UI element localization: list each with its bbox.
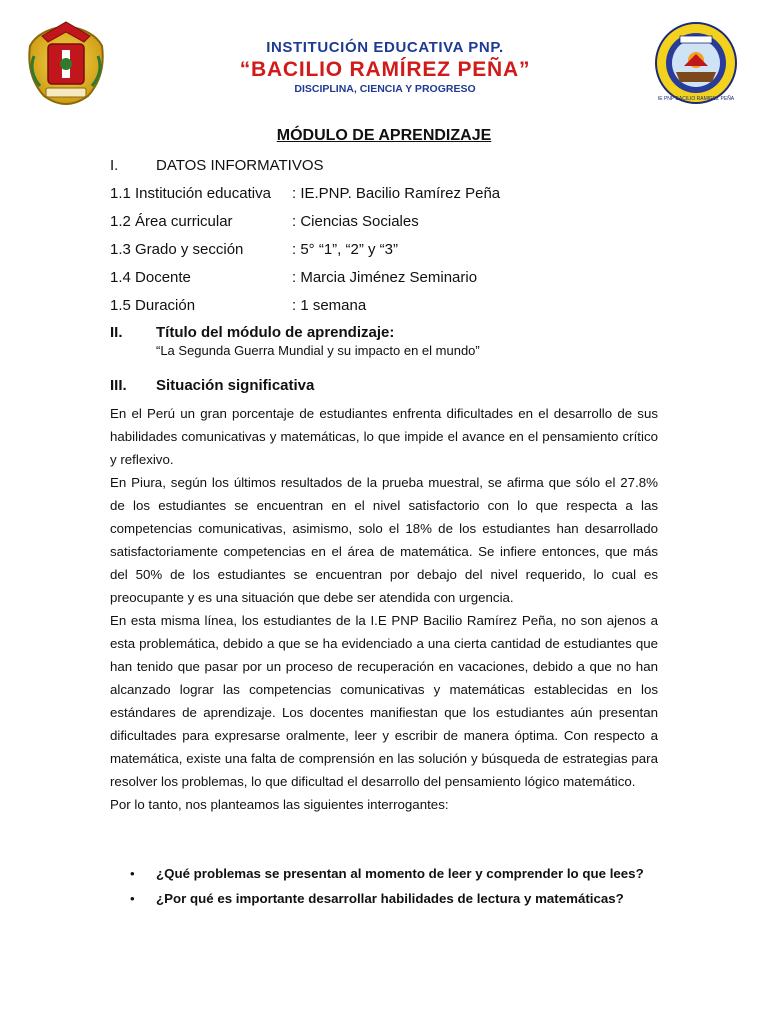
institution-header: [180, 38, 590, 96]
section-1-title: DATOS INFORMATIVOS: [156, 157, 324, 174]
list-item: [110, 887, 658, 910]
police-crest-logo: [24, 16, 108, 110]
info-value: : Ciencias Sociales: [292, 213, 419, 230]
info-label: 1.1 Institución educativa: [110, 185, 271, 202]
question-text: ¿Por qué es importante desarrollar habilidades de lectura y matemáticas?: [156, 891, 624, 906]
school-seal-logo: [654, 16, 738, 110]
info-label: 1.2 Área curricular: [110, 213, 233, 230]
section-3-title: Situación significativa: [156, 377, 315, 394]
section-3-number: III.: [110, 377, 127, 394]
info-value: : Marcia Jiménez Seminario: [292, 269, 478, 286]
paragraph: En el Perú un gran porcentaje de estudiantes enfrenta dificultades en el desarrollo de sus habilidades comunicativas y matemáticas, lo que impide el avance en el pensamiento crítico y reflexivo.: [110, 406, 658, 467]
info-label: 1.5 Duración: [110, 297, 196, 314]
info-value: : 1 semana: [292, 297, 367, 314]
section-1-number: I.: [110, 157, 119, 174]
info-value: : IE.PNP. Bacilio Ramírez Peña: [292, 185, 501, 202]
paragraph: En esta misma línea, los estudiantes de la I.E PNP Bacilio Ramírez Peña, no son ajenos a esta problemática, debido a que se ha evidenciado a una cierta cantidad de estudiantes que han tenido que pasar por un proceso de recuperación en vacaciones, debido a que no han alcanzado lograr las competencias comunicativas y matemáticas establecidas en los estándares de aprendizaje. Los docentes manifiestan que los estudiantes aún presentan dificultades para expresarse oralmente, leer y escribir de manera óptima. Con respecto a matemática, existe una falta de comprensión en las solución y búsqueda de estrategias para resolver los problemas, lo que dificultad el desarrollo del pensamiento lógico matemático.: [110, 613, 658, 789]
bullet-icon: •: [130, 891, 135, 906]
section-2-title: Título del módulo de aprendizaje:: [156, 324, 395, 341]
info-label: 1.4 Docente: [110, 269, 191, 286]
question-text: ¿Qué problemas se presentan al momento de leer y comprender lo que lees?: [156, 866, 644, 881]
list-item: [110, 862, 658, 885]
info-label: 1.3 Grado y sección: [110, 241, 244, 258]
seal-text: IE PNP BACILIO RAMIREZ PEÑA: [657, 96, 735, 102]
institution-motto: DISCIPLINA, CIENCIA Y PROGRESO: [294, 83, 476, 95]
module-title: MÓDULO DE APRENDIZAJE: [276, 127, 492, 144]
paragraph: En Piura, según los últimos resultados de la prueba muestral, se afirma que sólo el 27.8% de los estudiantes se encuentran en el nivel satisfactorio con lo que respecta a las competencias comunicativas, asimismo, solo el 18% de los estudiantes han desarrollado satisfactoriamente competencias en el área de matemática. Se infiere entonces, que más del 50% de los estudiantes se encuentran por debajo del nivel requerido, lo cual es preocupante y es una situación que debe ser atendida con urgencia.: [110, 475, 658, 605]
bullet-icon: •: [130, 866, 135, 881]
section-2-number: II.: [110, 324, 123, 341]
module-subtitle: “La Segunda Guerra Mundial y su impacto en el mundo”: [156, 343, 480, 358]
situation-text: [110, 402, 658, 816]
paragraph: Por lo tanto, nos planteamos las siguientes interrogantes:: [110, 797, 449, 812]
questions-list: [110, 862, 658, 910]
institution-full-name: “BACILIO RAMÍREZ PEÑA”: [239, 58, 531, 81]
institution-name: INSTITUCIÓN EDUCATIVA PNP.: [266, 39, 504, 56]
info-value: : 5° “1”, “2” y “3”: [292, 241, 399, 258]
